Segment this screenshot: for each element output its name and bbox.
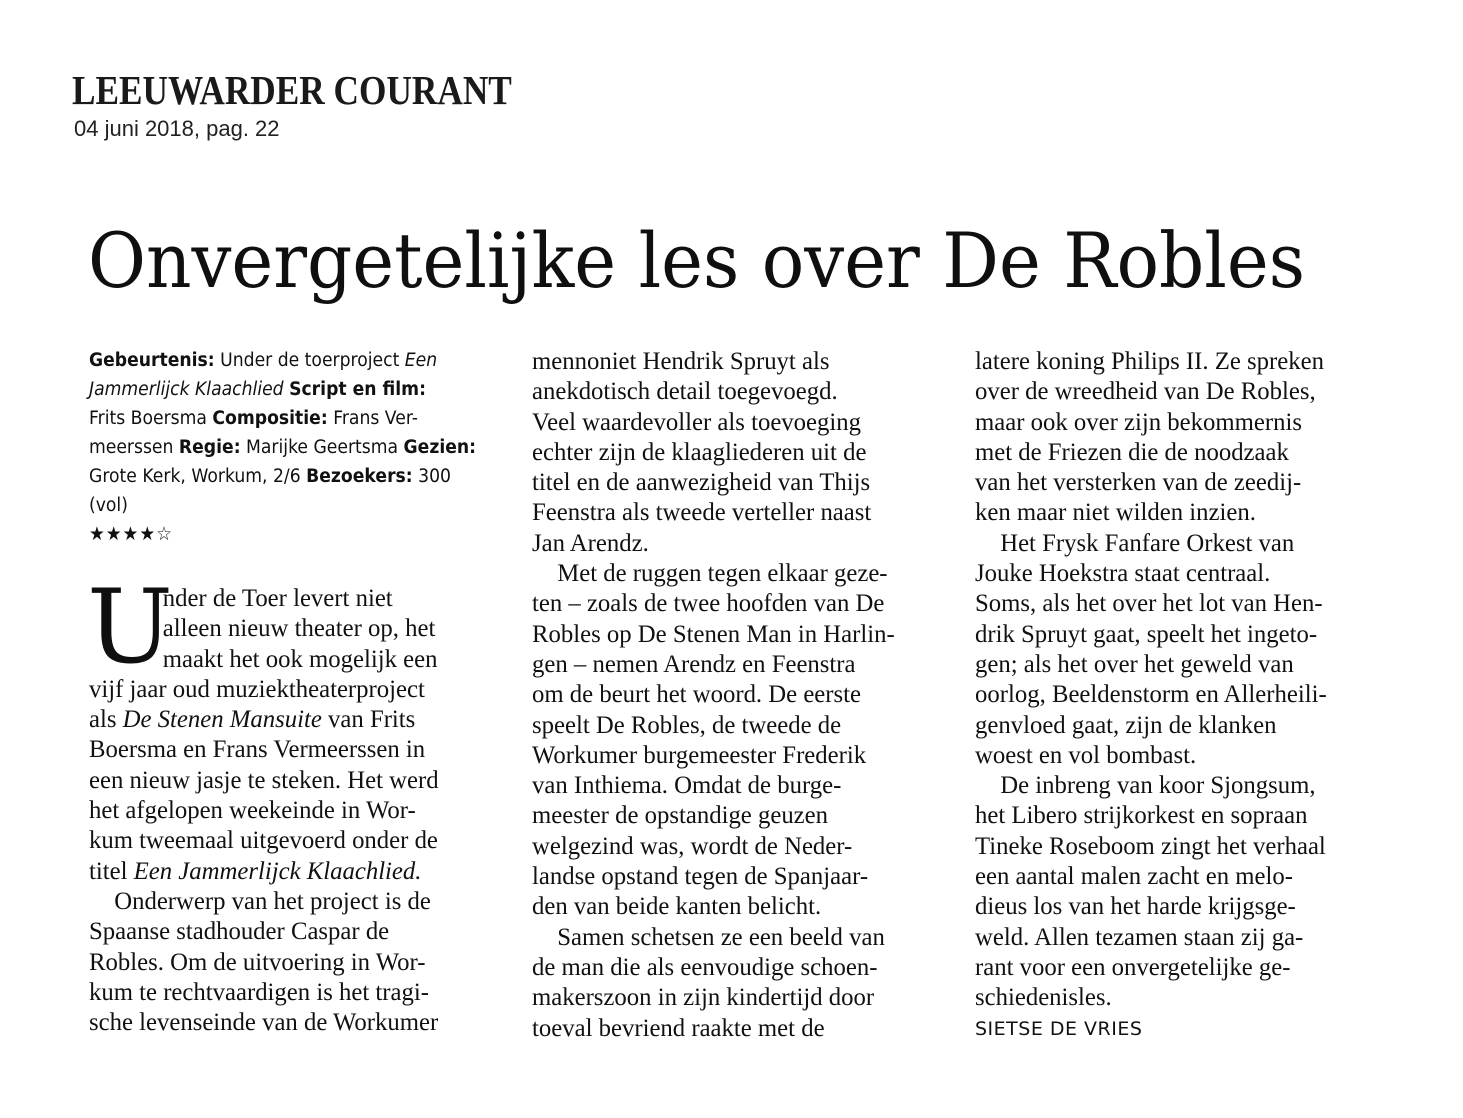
text-line <box>89 613 489 643</box>
text-run: met de Friezen die de noodzaak <box>975 436 1289 466</box>
text-line <box>532 770 932 800</box>
text-run: De inbreng van koor Sjongsum, <box>1000 770 1316 800</box>
info-text: Frits Boersma <box>89 408 213 429</box>
text-line <box>532 1013 932 1043</box>
text-run: genvloed gaat, zijn de klanken <box>975 709 1277 739</box>
text-run: van Frits <box>321 704 416 734</box>
text-run: vijf jaar oud muziektheaterproject <box>89 673 425 703</box>
info-text: Under de toerproject <box>214 350 405 371</box>
text-line <box>975 437 1375 467</box>
info-line <box>89 375 472 404</box>
text-line <box>532 346 932 376</box>
text-line <box>89 1007 489 1037</box>
article-column-3 <box>975 346 1387 1045</box>
text-line <box>975 800 1375 830</box>
info-text: 300 <box>412 466 452 487</box>
text-line <box>975 861 1375 891</box>
column-3-text <box>975 346 1387 1013</box>
text-line <box>975 891 1375 921</box>
info-text: Een <box>404 350 438 371</box>
text-run: Tineke Roseboom zingt het verhaal <box>975 830 1326 860</box>
text-line <box>975 982 1375 1012</box>
article-column-2 <box>532 346 944 1043</box>
text-line <box>89 583 489 613</box>
text-run: Veel waardevoller als toevoeging <box>532 406 861 436</box>
info-text: Grote Kerk, Workum, 2/6 <box>89 466 307 487</box>
text-run: woest en vol bombast. <box>975 739 1197 769</box>
byline: SIETSE DE VRIES <box>975 1017 1143 1040</box>
dateline: 04 juni 2018, pag. 22 <box>74 116 280 141</box>
text-run: nder de Toer levert niet <box>162 583 393 612</box>
text-line <box>532 831 932 861</box>
text-run: schiedenisles. <box>975 982 1112 1012</box>
text-run: De Stenen Mansuite <box>122 704 322 734</box>
text-run: kum te rechtvaardigen is het tragi- <box>89 976 429 1006</box>
text-line <box>975 528 1375 558</box>
text-line <box>89 704 489 734</box>
info-box <box>89 346 501 520</box>
info-text: Gezien: <box>403 437 477 458</box>
text-run: ten – zoals de twee hoofden van De <box>532 588 885 618</box>
text-run: een nieuw jasje te steken. Het werd <box>89 764 439 794</box>
text-run: Het Frysk Fanfare Orkest van <box>1000 527 1295 557</box>
info-text: Compositie: <box>212 408 328 429</box>
headline: Onvergetelijke les over De Robles <box>88 216 1305 305</box>
text-run: drik Spruyt gaat, speelt het ingeto- <box>975 618 1318 648</box>
text-run: echter zijn de klaagliederen uit de <box>532 436 867 466</box>
text-run: Jan Arendz. <box>532 527 649 557</box>
text-line <box>975 952 1375 982</box>
text-run: Met de ruggen tegen elkaar geze- <box>557 558 888 588</box>
text-line <box>532 407 932 437</box>
text-run: als <box>89 704 123 734</box>
text-line <box>975 679 1375 709</box>
text-line <box>975 467 1375 497</box>
text-line <box>532 891 932 921</box>
text-line <box>532 982 932 1012</box>
text-line <box>975 710 1375 740</box>
text-run: speelt De Robles, de tweede de <box>532 709 842 739</box>
text-line <box>532 861 932 891</box>
text-line <box>532 558 932 588</box>
drop-cap: U <box>87 568 173 687</box>
text-run: Feenstra als tweede verteller naast <box>532 497 872 527</box>
text-run: Robles. Om de uitvoering in Wor- <box>89 946 426 976</box>
text-run: meester de opstandige geuzen <box>532 800 829 830</box>
text-run: het Libero strijkorkest en sopraan <box>975 800 1308 830</box>
text-run: het afgelopen weekeinde in Wor- <box>89 795 416 825</box>
text-run: maakt het ook mogelijk een <box>162 643 438 673</box>
text-run: Robles op De Stenen Man in Harlin- <box>532 618 895 648</box>
text-run: anekdotisch detail toegevoegd. <box>532 376 838 406</box>
text-run: Boersma en Frans Vermeerssen in <box>89 734 426 764</box>
text-run: Workumer burgemeester Frederik <box>532 739 867 769</box>
text-line <box>89 765 489 795</box>
text-run: een aantal malen zacht en melo- <box>975 861 1293 891</box>
text-run: alleen nieuw theater op, het <box>162 613 436 643</box>
info-line <box>89 462 472 491</box>
text-line <box>532 497 932 527</box>
text-run: van het versterken van de zeedij- <box>975 467 1302 497</box>
text-run: Jouke Hoekstra staat centraal. <box>975 558 1271 588</box>
text-run: kum tweemaal uitgevoerd onder de <box>89 825 438 855</box>
text-run: gen – nemen Arendz en Feenstra <box>532 648 856 678</box>
text-run: van Inthiema. Omdat de burge- <box>532 770 842 800</box>
text-line <box>89 916 489 946</box>
text-line <box>532 588 932 618</box>
text-run: oorlog, Beeldenstorm en Allerheili- <box>975 679 1327 709</box>
text-line <box>532 528 932 558</box>
info-text: Bezoekers: <box>306 466 413 487</box>
info-text: Gebeurtenis: <box>89 350 215 371</box>
lead-paragraph <box>87 568 501 1037</box>
masthead: LEEUWARDER COURANT <box>72 67 512 113</box>
text-line <box>532 922 932 952</box>
text-run: de man die als eenvoudige schoen- <box>532 951 878 981</box>
info-text: meerssen <box>89 437 179 458</box>
text-line <box>975 831 1375 861</box>
text-run: landse opstand tegen de Spanjaar- <box>532 861 869 891</box>
text-line <box>532 467 932 497</box>
text-run: Soms, als het over het lot van Hen- <box>975 588 1323 618</box>
column-1-text <box>87 568 501 1037</box>
text-line <box>975 619 1375 649</box>
text-run: titel <box>89 855 134 885</box>
text-line <box>89 734 489 764</box>
text-run: weld. Allen tezamen staan zij ga- <box>975 921 1304 951</box>
text-line <box>975 770 1375 800</box>
text-line <box>89 795 489 825</box>
text-run: over de wreedheid van De Robles, <box>975 376 1316 406</box>
text-run: maar ook over zijn bekommernis <box>975 406 1302 436</box>
text-line <box>975 376 1375 406</box>
text-run: makerszoon in zijn kindertijd door <box>532 982 875 1012</box>
text-run: Onderwerp van het project is de <box>114 885 431 915</box>
text-run: latere koning Philips II. Ze spreken <box>975 346 1324 375</box>
text-run: welgezind was, wordt de Neder- <box>532 830 853 860</box>
text-line <box>532 710 932 740</box>
info-line <box>89 404 472 433</box>
text-line <box>89 825 489 855</box>
text-line <box>975 558 1375 588</box>
text-run: dieus los van het harde krijgsge- <box>975 891 1296 921</box>
text-run: sche levenseinde van de Workumer <box>89 1007 439 1037</box>
text-run: titel en de aanwezigheid van Thijs <box>532 467 871 497</box>
info-line <box>89 346 472 375</box>
text-run: mennoniet Hendrik Spruyt als <box>532 346 830 375</box>
text-line <box>532 376 932 406</box>
text-line <box>89 886 489 916</box>
text-line <box>89 947 489 977</box>
text-line <box>532 619 932 649</box>
column-2-text <box>532 346 944 1043</box>
info-text: Script en film: <box>289 379 426 400</box>
text-run: den van beide kanten belicht. <box>532 891 822 921</box>
text-run: om de beurt het woord. De eerste <box>532 679 861 709</box>
text-run: ken maar niet wilden inzien. <box>975 497 1256 527</box>
text-line <box>532 800 932 830</box>
text-line <box>975 407 1375 437</box>
info-text: Frans Ver- <box>327 408 419 429</box>
text-run: rant voor een onvergetelijke ge- <box>975 951 1291 981</box>
text-line <box>532 679 932 709</box>
text-run: gen; als het over het geweld van <box>975 648 1294 678</box>
text-line <box>975 922 1375 952</box>
info-line <box>89 491 472 520</box>
text-line <box>89 977 489 1007</box>
text-line <box>532 437 932 467</box>
info-line <box>89 433 477 462</box>
info-text: (vol) <box>89 495 128 516</box>
text-run: Spaanse stadhouder Caspar de <box>89 916 390 946</box>
text-line <box>532 952 932 982</box>
text-line <box>975 346 1375 376</box>
info-text: Regie: <box>178 437 241 458</box>
info-text: Jammerlijck Klaachlied <box>89 379 284 400</box>
text-run: Een Jammerlijck Klaachlied. <box>133 855 422 885</box>
text-line <box>975 588 1375 618</box>
rating-stars: ★★★★☆ <box>89 523 173 545</box>
text-line <box>89 856 489 886</box>
article-column-1 <box>89 346 501 1037</box>
text-line <box>89 674 489 704</box>
text-run: toeval bevriend raakte met de <box>532 1012 825 1042</box>
text-line <box>89 644 489 674</box>
text-line <box>975 497 1375 527</box>
text-line <box>975 649 1375 679</box>
text-run: Samen schetsen ze een beeld van <box>557 921 885 951</box>
text-line <box>532 740 932 770</box>
info-text: Marijke Geertsma <box>240 437 404 458</box>
text-line <box>532 649 932 679</box>
text-line <box>975 740 1375 770</box>
